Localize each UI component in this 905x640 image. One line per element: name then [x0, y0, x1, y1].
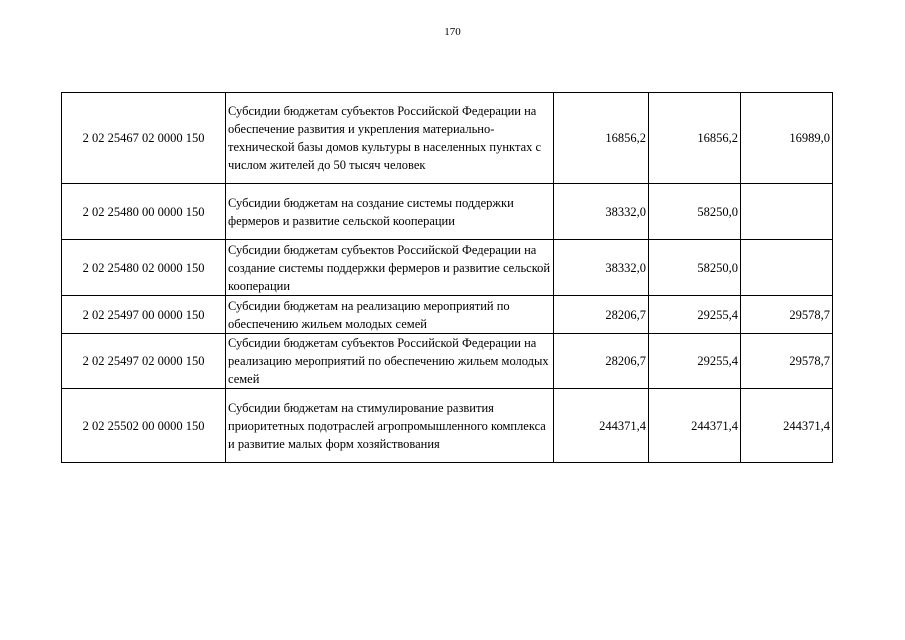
value-year-2: 16856,2 — [649, 93, 741, 184]
value-year-2: 29255,4 — [649, 296, 741, 334]
value-year-2: 58250,0 — [649, 240, 741, 296]
table-row — [62, 240, 833, 296]
budget-code: 2 02 25497 00 0000 150 — [62, 296, 226, 334]
budget-code: 2 02 25502 00 0000 150 — [62, 389, 226, 463]
table-row — [62, 184, 833, 240]
value-year-2: 58250,0 — [649, 184, 741, 240]
value-year-1: 244371,4 — [554, 389, 649, 463]
value-year-1: 38332,0 — [554, 240, 649, 296]
value-year-1: 28206,7 — [554, 334, 649, 389]
value-year-3: 244371,4 — [741, 389, 833, 463]
budget-code: 2 02 25467 02 0000 150 — [62, 93, 226, 184]
table-row — [62, 389, 833, 463]
budget-item-name: Субсидии бюджетам субъектов Российской Федерации на создание системы поддержки фермеров и развитие сельской кооперации — [226, 240, 554, 296]
budget-item-name: Субсидии бюджетам субъектов Российской Федерации на реализацию мероприятий по обеспечению жильем молодых семей — [226, 334, 554, 389]
value-year-3 — [741, 184, 833, 240]
value-year-3 — [741, 240, 833, 296]
budget-item-name: Субсидии бюджетам субъектов Российской Федерации на обеспечение развития и укрепления материально-технической базы домов культуры в населенных пунктах с числом жителей до 50 тысяч человек — [226, 93, 554, 184]
value-year-3: 16989,0 — [741, 93, 833, 184]
budget-code: 2 02 25480 00 0000 150 — [62, 184, 226, 240]
value-year-1: 28206,7 — [554, 296, 649, 334]
budget-item-name: Субсидии бюджетам на создание системы поддержки фермеров и развитие сельской кооперации — [226, 184, 554, 240]
budget-item-name: Субсидии бюджетам на реализацию мероприятий по обеспечению жильем молодых семей — [226, 296, 554, 334]
table-row — [62, 296, 833, 334]
budget-code: 2 02 25480 02 0000 150 — [62, 240, 226, 296]
budget-item-name: Субсидии бюджетам на стимулирование развития приоритетных подотраслей агропромышленного комплекса и развитие малых форм хозяйствования — [226, 389, 554, 463]
value-year-1: 38332,0 — [554, 184, 649, 240]
table-row — [62, 93, 833, 184]
budget-table — [61, 92, 833, 463]
value-year-1: 16856,2 — [554, 93, 649, 184]
page-number: 170 — [444, 26, 461, 38]
value-year-3: 29578,7 — [741, 334, 833, 389]
budget-code: 2 02 25497 02 0000 150 — [62, 334, 226, 389]
value-year-3: 29578,7 — [741, 296, 833, 334]
table-row — [62, 334, 833, 389]
value-year-2: 29255,4 — [649, 334, 741, 389]
value-year-2: 244371,4 — [649, 389, 741, 463]
